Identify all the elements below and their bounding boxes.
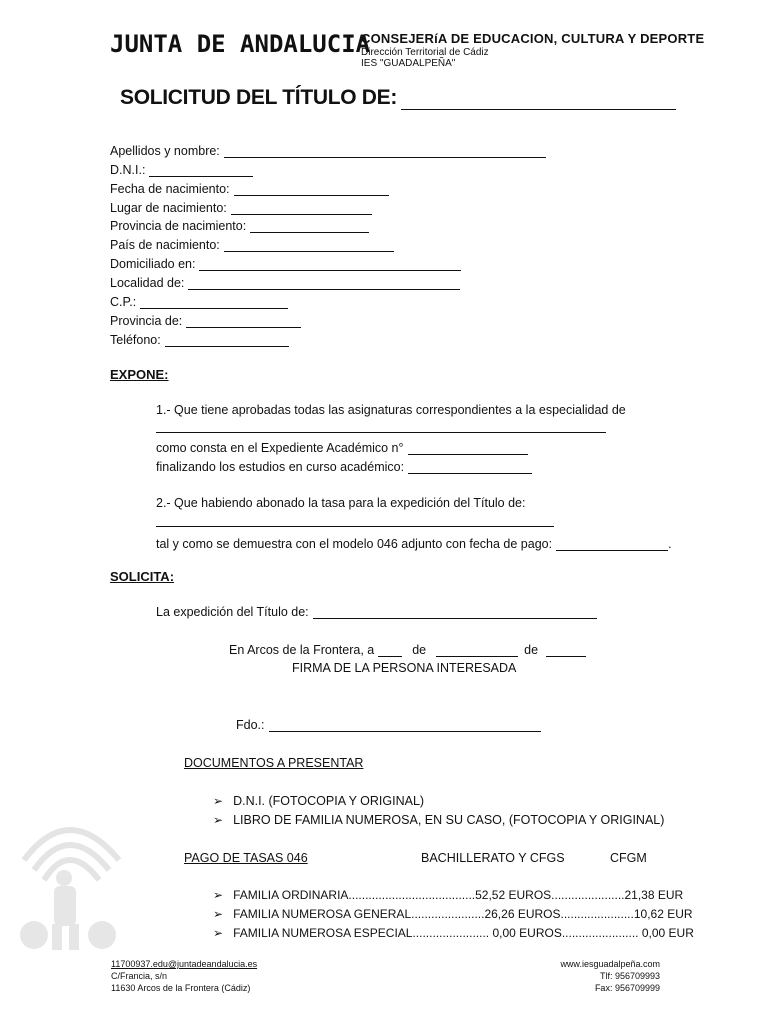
footer-addr1: C/Francia, s/n (111, 971, 168, 981)
tasa-row: ➢ FAMILIA ORDINARIA......................................52,52 EUROS......................21,38 EUR (213, 888, 684, 902)
field-pais-nacimiento[interactable]: País de nacimiento: (110, 237, 394, 252)
junta-logo-watermark-icon (14, 800, 124, 960)
field-cp[interactable]: C.P.: (110, 294, 288, 309)
tasa-row: ➢ FAMILIA NUMEROSA GENERAL......................26,26 EUROS......................10,62 EUR (213, 907, 693, 921)
footer-right (560, 958, 660, 994)
field-lugar-nacimiento[interactable]: Lugar de nacimiento: (110, 200, 372, 215)
org-name: JUNTA DE ANDALUCIA (110, 30, 371, 58)
field-fecha-nacimiento[interactable]: Fecha de nacimiento: (110, 181, 389, 196)
tasas-col-cfgm: CFGM (610, 851, 647, 865)
arrow-bullet-icon: ➢ (213, 926, 224, 940)
field-telefono[interactable]: Teléfono: (110, 332, 289, 347)
fdo-field[interactable]: Fdo.: (236, 717, 541, 732)
field-localidad[interactable]: Localidad de: (110, 275, 460, 290)
arrow-bullet-icon: ➢ (213, 907, 224, 921)
expone-especialidad-line[interactable] (156, 432, 606, 433)
solicita-heading: SOLICITA: (110, 569, 175, 584)
direccion: Dirección Territorial de Cádiz (361, 47, 489, 58)
expone-p1: 1.- Que tiene aprobadas todas las asignaturas correspondientes a la especialidad de (156, 403, 626, 417)
tasas-col-bachillerato: BACHILLERATO Y CFGS (421, 851, 565, 865)
footer-fax: Fax: 956709999 (594, 983, 660, 993)
field-apellidos[interactable]: Apellidos y nombre: (110, 143, 546, 158)
expone-fecha-pago[interactable]: tal y como se demuestra con el modelo 046 adjunto con fecha de pago: . (156, 537, 672, 551)
arrow-bullet-icon: ➢ (213, 794, 224, 808)
field-domicilio[interactable]: Domiciliado en: (110, 256, 461, 271)
expone-curso[interactable]: finalizando los estudios en curso académico: (156, 459, 532, 474)
field-provincia[interactable]: Provincia de: (110, 313, 301, 328)
tasa-row: ➢ FAMILIA NUMEROSA ESPECIAL....................... 0,00 EUROS....................... 0,00 EUR (213, 926, 694, 940)
ies-name: IES "GUADALPEÑA" (361, 58, 456, 69)
expone-heading: EXPONE: (110, 367, 169, 382)
expone-titulo-line[interactable] (156, 526, 554, 527)
solicita-lugar-fecha[interactable]: En Arcos de la Frontera, a de de (229, 642, 586, 657)
documento-item: ➢ D.N.I. (FOTOCOPIA Y ORIGINAL) (213, 794, 425, 808)
footer-email[interactable]: 11700937.edu@juntadeandalucia.es (111, 959, 258, 969)
footer-addr2: 11630 Arcos de la Frontera (Cádiz) (111, 983, 251, 993)
expone-p2: 2.- Que habiendo abonado la tasa para la expedición del Título de: (156, 496, 526, 510)
field-dni[interactable]: D.N.I.: (110, 162, 253, 177)
arrow-bullet-icon: ➢ (213, 813, 224, 827)
firma-label: FIRMA DE LA PERSONA INTERESADA (292, 661, 517, 675)
page-title: SOLICITUD DEL TÍTULO DE: (120, 86, 676, 110)
tasas-heading: PAGO DE TASAS 046 (184, 851, 308, 865)
field-provincia-nacimiento[interactable]: Provincia de nacimiento: (110, 218, 369, 233)
arrow-bullet-icon: ➢ (213, 888, 224, 902)
footer-web[interactable]: www.iesguadalpeña.com (560, 959, 660, 969)
solicita-titulo[interactable]: La expedición del Título de: (156, 604, 597, 619)
documentos-heading: DOCUMENTOS A PRESENTAR (184, 756, 364, 770)
expone-expediente[interactable]: como consta en el Expediente Académico n° (156, 440, 528, 455)
footer-left (111, 958, 257, 994)
footer-tlf: Tlf: 956709993 (599, 971, 660, 981)
consejeria: CONSEJERíA DE EDUCACION, CULTURA Y DEPORTE (361, 31, 705, 46)
documento-item: ➢ LIBRO DE FAMILIA NUMEROSA, EN SU CASO, (FOTOCOPIA Y ORIGINAL) (213, 813, 665, 827)
